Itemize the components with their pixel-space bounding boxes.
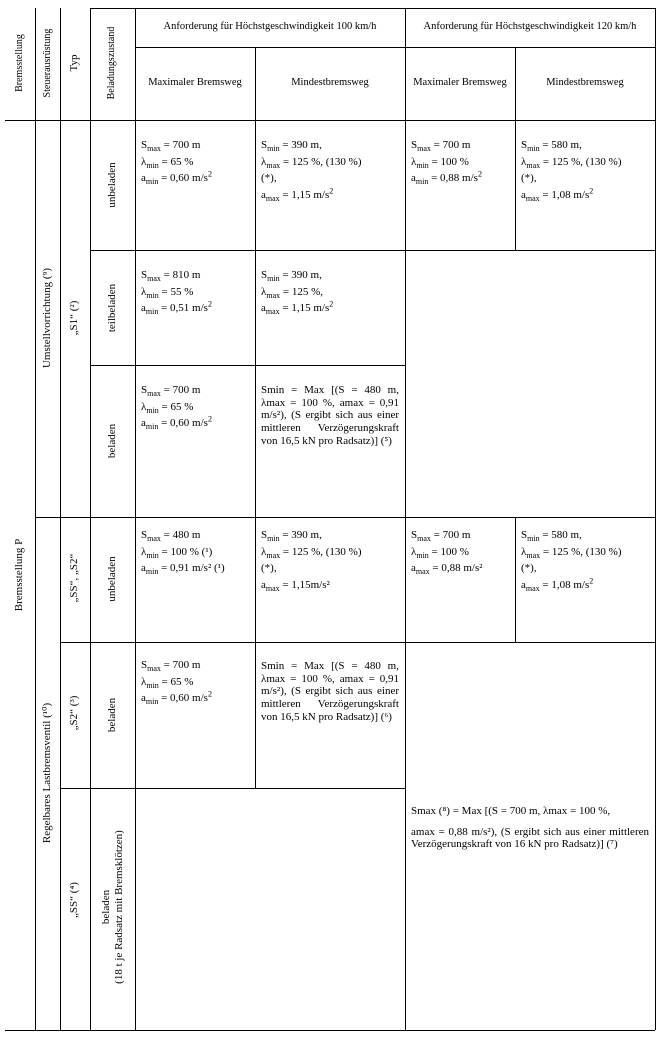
rule-v5 xyxy=(255,47,256,788)
r6-line1: Smax (⁸) = Max [(S = 700 m, λmax = 100 %, xyxy=(411,805,611,817)
header-typ: Typ xyxy=(68,54,81,72)
header-min-100: Mindestbremsweg xyxy=(291,77,369,89)
label-unbeladen-1: unbeladen xyxy=(106,162,119,208)
r2-min100: $S_{min} = 390$ m, $\lambda_{max} = 125$ %, $a_{max} = 1,15$ $m/s^2$ xyxy=(261,269,334,317)
r3-max100: $S_{max} = 700$ m $\lambda_{min} = 65$ % $a_{min} = 0,60$ $m/s^2$ xyxy=(141,384,212,432)
r1-min120: $S_{min} = 580$ m, $\lambda_{max} = 125$ %, (130 %) (*), $a_{max} = 1,08$ $m/s^2$ xyxy=(521,139,622,203)
r3-min100: Smin = Max [(S = 480 m, λmax = 100 %, amax = 0,91 m/s²), (S ergibt sich aus einer mittleren Verzögerungskraft von 16,5 kN pro Radsatz)] (⁵) xyxy=(261,384,399,447)
rule-s1-end xyxy=(35,517,655,518)
r5-min100: Smin = Max [(S = 480 m, λmax = 100 %, amax = 0,91 m/s²), (S ergibt sich aus einer mittleren Verzögerungskraft von 16,5 kN pro Radsatz)] (⁶) xyxy=(261,660,399,723)
r6-ss-requirement xyxy=(411,805,649,851)
rule-row4 xyxy=(60,642,655,643)
r4-max100: $S_{max} = 480$ m $\lambda_{min} = 100$ % (¹) $a_{min} = 0,91$ m/s² (¹) xyxy=(141,529,225,577)
rule-v6 xyxy=(405,8,406,1030)
header-min-120: Mindestbremsweg xyxy=(546,77,624,89)
r4-min120: $S_{min} = 580$ m, $\lambda_{max} = 125$ %, (130 %) (*), $a_{max} = 1,08$ $m/s^2$ xyxy=(521,529,622,593)
rule-row5 xyxy=(60,788,405,789)
rule-v4 xyxy=(135,8,136,1030)
header-beladungszustand: Beladungszustand xyxy=(106,26,117,100)
header-req-100: Anforderung für Höchstgeschwindigkeit 100 km/h xyxy=(163,21,377,33)
r4-max120: $S_{max} = 700$ m $\lambda_{min} = 100$ % $a_{max} = 0,88$ m/s² xyxy=(411,529,483,577)
header-req-120: Anforderung für Höchstgeschwindigkeit 120 km/h xyxy=(423,21,637,33)
label-beladen-2: beladen xyxy=(106,697,119,733)
label-beladen-1: beladen xyxy=(106,423,119,459)
r4-min100: $S_{min} = 390$ m, $\lambda_{max} = 125$ %, (130 %) (*), $a_{max} = 1,15m/s^2$ xyxy=(261,529,362,593)
header-steuerausruestung: Steuerausrüstung xyxy=(42,28,53,98)
r1-min100: $S_{min} = 390$ m, $\lambda_{max} = 125$ %, (130 %) (*), $a_{max} = 1,15$ $m/s^2$ xyxy=(261,139,362,203)
header-max-120: Maximaler Bremsweg xyxy=(413,77,507,89)
header-max-100: Maximaler Bremsweg xyxy=(148,77,242,89)
label-umstellvorrichtung: Umstellvorrichtung (⁹) xyxy=(41,267,54,369)
rule-row1 xyxy=(90,250,655,251)
rule-v1 xyxy=(35,8,36,1030)
label-beladen-18t-line2: (18 t je Radsatz mit Bremsklötzen) xyxy=(113,830,125,984)
label-bremsstellung-p: Bremsstellung P xyxy=(13,538,26,612)
r1-max120: $S_{max} = 700$ m $\lambda_{min} = 100$ % $a_{min} = 0,88$ $m/s^2$ xyxy=(411,139,482,187)
rule-v2 xyxy=(60,8,61,1030)
rule-header-bottom xyxy=(5,120,655,121)
r1-max100: $S_{max} = 700$ m $\lambda_{min} = 65$ % $a_{min} = 0,60$ $m/s^2$ xyxy=(141,139,212,187)
label-unbeladen-2: unbeladen xyxy=(106,556,119,602)
rule-right xyxy=(655,8,656,1030)
r6-line2: amax = 0,88 m/s²), (S ergibt sich aus einer mittleren Verzögerungskraft von 16 kN pro Radsatz)] (⁷) xyxy=(411,825,649,851)
label-s1: „S1“ (²) xyxy=(68,300,81,336)
label-ss4: „SS“ (⁴) xyxy=(68,882,81,918)
label-regelbares-lastbremsventil: Regelbares Lastbremsventil (¹⁰) xyxy=(41,702,54,844)
label-teilbeladen: teilbeladen xyxy=(106,283,119,333)
rule-row2 xyxy=(90,365,405,366)
r5-max100: $S_{max} = 700$ m $\lambda_{min} = 65$ % $a_{min} = 0,60$ $m/s^2$ xyxy=(141,659,212,707)
label-beladen-18t-line1: beladen xyxy=(99,889,112,925)
header-bremsstellung: Bremsstellung xyxy=(14,34,25,92)
rule-v7b xyxy=(515,517,516,642)
rule-v3 xyxy=(90,8,91,1030)
label-ss-s2: „SS“, „S2“ xyxy=(68,553,81,603)
label-s2: „S2“ (³) xyxy=(68,695,81,731)
rule-bottom xyxy=(5,1030,655,1031)
label-beladen-18t xyxy=(96,817,130,997)
r2-max100: $S_{max} = 810$ m $\lambda_{min} = 55$ % $a_{min} = 0,51$ $m/s^2$ xyxy=(141,269,212,317)
